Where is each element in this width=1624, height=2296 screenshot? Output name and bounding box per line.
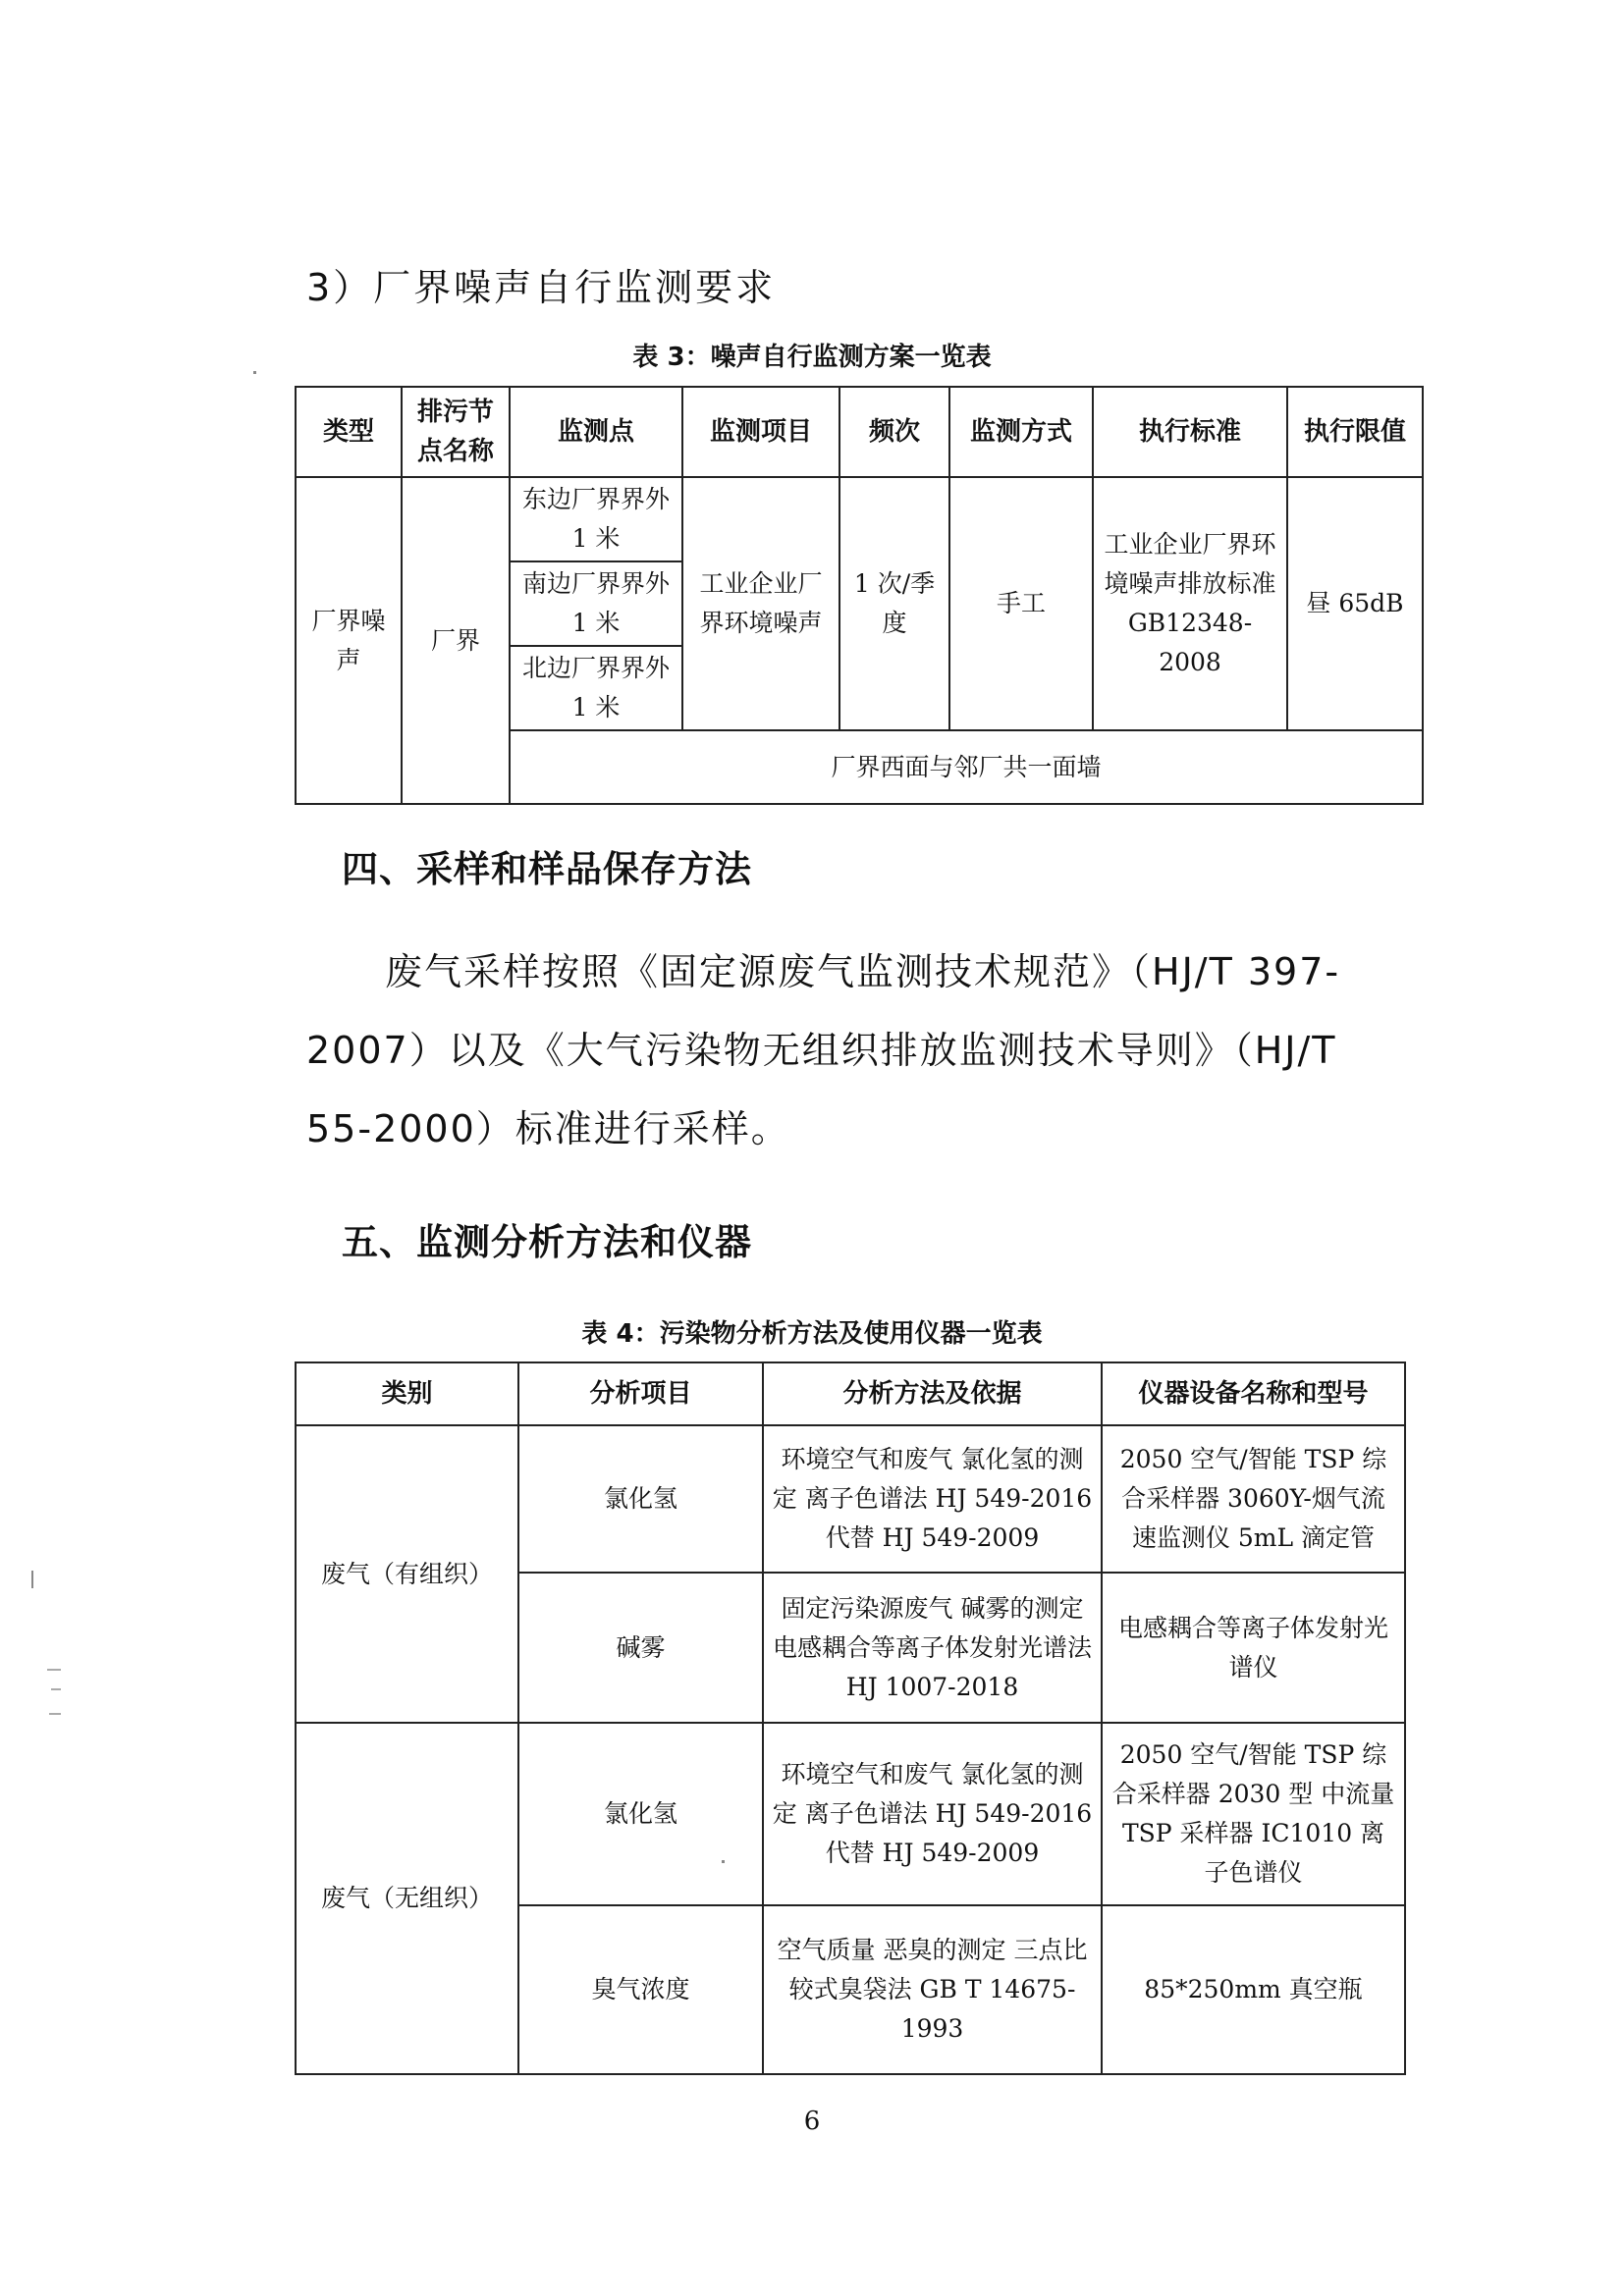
analysis-method-cell: 固定污染源废气 碱雾的测定 电感耦合等离子体发射光谱法 HJ 1007-2018	[763, 1573, 1102, 1723]
table3-caption: 表 3：噪声自行监测方案一览表	[632, 343, 992, 372]
analysis-item-cell: 碱雾	[518, 1573, 763, 1723]
table4-header-item: 分析项目	[518, 1362, 763, 1425]
scan-speck	[49, 1713, 61, 1715]
scan-speck	[47, 1669, 61, 1671]
analysis-method-cell: 环境空气和废气 氯化氢的测定 离子色谱法 HJ 549-2016 代替 HJ 549-2009	[763, 1425, 1102, 1573]
monitoring-point-cell: 南边厂界界外 1 米	[510, 561, 682, 646]
monitoring-point-cell: 北边厂界界外 1 米	[510, 646, 682, 730]
table3-header-standard: 执行标准	[1093, 387, 1287, 477]
category-cell: 废气（有组织）	[296, 1425, 518, 1723]
instrument-cell: 85*250mm 真空瓶	[1102, 1905, 1405, 2074]
page-number: 6	[803, 2107, 821, 2136]
table3-header-limit: 执行限值	[1287, 387, 1423, 477]
table3-header-node: 排污节点名称	[402, 387, 510, 477]
standard-cell: 工业企业厂界环境噪声排放标准 GB12348-2008	[1093, 477, 1287, 730]
scan-speck	[253, 371, 256, 374]
table-row	[296, 1425, 1405, 1573]
table3-note-cell: 厂界西面与邻厂共一面墙	[510, 730, 1423, 804]
node-name-cell: 厂界	[402, 477, 510, 804]
frequency-cell: 1 次/季度	[839, 477, 949, 730]
category-cell: 废气（无组织）	[296, 1723, 518, 2074]
analysis-item-cell: 氯化氢	[518, 1723, 763, 1905]
table4-header-method: 分析方法及依据	[763, 1362, 1102, 1425]
table3-header-item: 监测项目	[682, 387, 839, 477]
limit-cell: 昼 65dB	[1287, 477, 1423, 730]
noise-type-cell: 厂界噪声	[296, 477, 402, 804]
analysis-method-cell: 环境空气和废气 氯化氢的测定 离子色谱法 HJ 549-2016 代替 HJ 549-2009	[763, 1723, 1102, 1905]
analysis-item-cell: 臭气浓度	[518, 1905, 763, 2074]
instrument-cell: 电感耦合等离子体发射光谱仪	[1102, 1573, 1405, 1723]
table-row	[296, 1723, 1405, 1905]
instrument-cell: 2050 空气/智能 TSP 综合采样器 3060Y-烟气流速监测仪 5mL 滴定管	[1102, 1425, 1405, 1573]
scan-speck	[51, 1688, 61, 1690]
section4-paragraph	[306, 933, 1416, 1168]
table4-header-row	[296, 1362, 1405, 1425]
table4-header-category: 类别	[296, 1362, 518, 1425]
table4-caption: 表 4：污染物分析方法及使用仪器一览表	[581, 1319, 1043, 1349]
analysis-item-cell: 氯化氢	[518, 1425, 763, 1573]
analysis-method-table	[295, 1362, 1406, 2075]
table3-header-frequency: 频次	[839, 387, 949, 477]
table4-header-instrument: 仪器设备名称和型号	[1102, 1362, 1405, 1425]
noise-monitoring-table	[295, 386, 1424, 805]
scan-speck	[31, 1571, 33, 1588]
instrument-cell: 2050 空气/智能 TSP 综合采样器 2030 型 中流量 TSP 采样器 IC1010 离子色谱仪	[1102, 1723, 1405, 1905]
table3-header-row	[296, 387, 1423, 477]
monitoring-point-cell: 东边厂界界外 1 米	[510, 477, 682, 561]
method-cell: 手工	[949, 477, 1093, 730]
table3-header-type: 类型	[296, 387, 402, 477]
monitoring-item-cell: 工业企业厂界环境噪声	[682, 477, 839, 730]
table3-header-method: 监测方式	[949, 387, 1093, 477]
scan-speck	[722, 1860, 725, 1863]
section4-paragraph-text: 废气采样按照《固定源废气监测技术规范》（HJ/T 397-2007）以及《大气污染物无组织排放监测技术导则》（HJ/T 55-2000）标准进行采样。	[306, 950, 1341, 1150]
subsection-heading: 3）厂界噪声自行监测要求	[306, 266, 777, 309]
table-row	[296, 477, 1423, 561]
section4-title: 四、采样和样品保存方法	[342, 848, 752, 890]
section5-title: 五、监测分析方法和仪器	[342, 1221, 752, 1263]
table3-header-point: 监测点	[510, 387, 682, 477]
analysis-method-cell: 空气质量 恶臭的测定 三点比较式臭袋法 GB T 14675-1993	[763, 1905, 1102, 2074]
